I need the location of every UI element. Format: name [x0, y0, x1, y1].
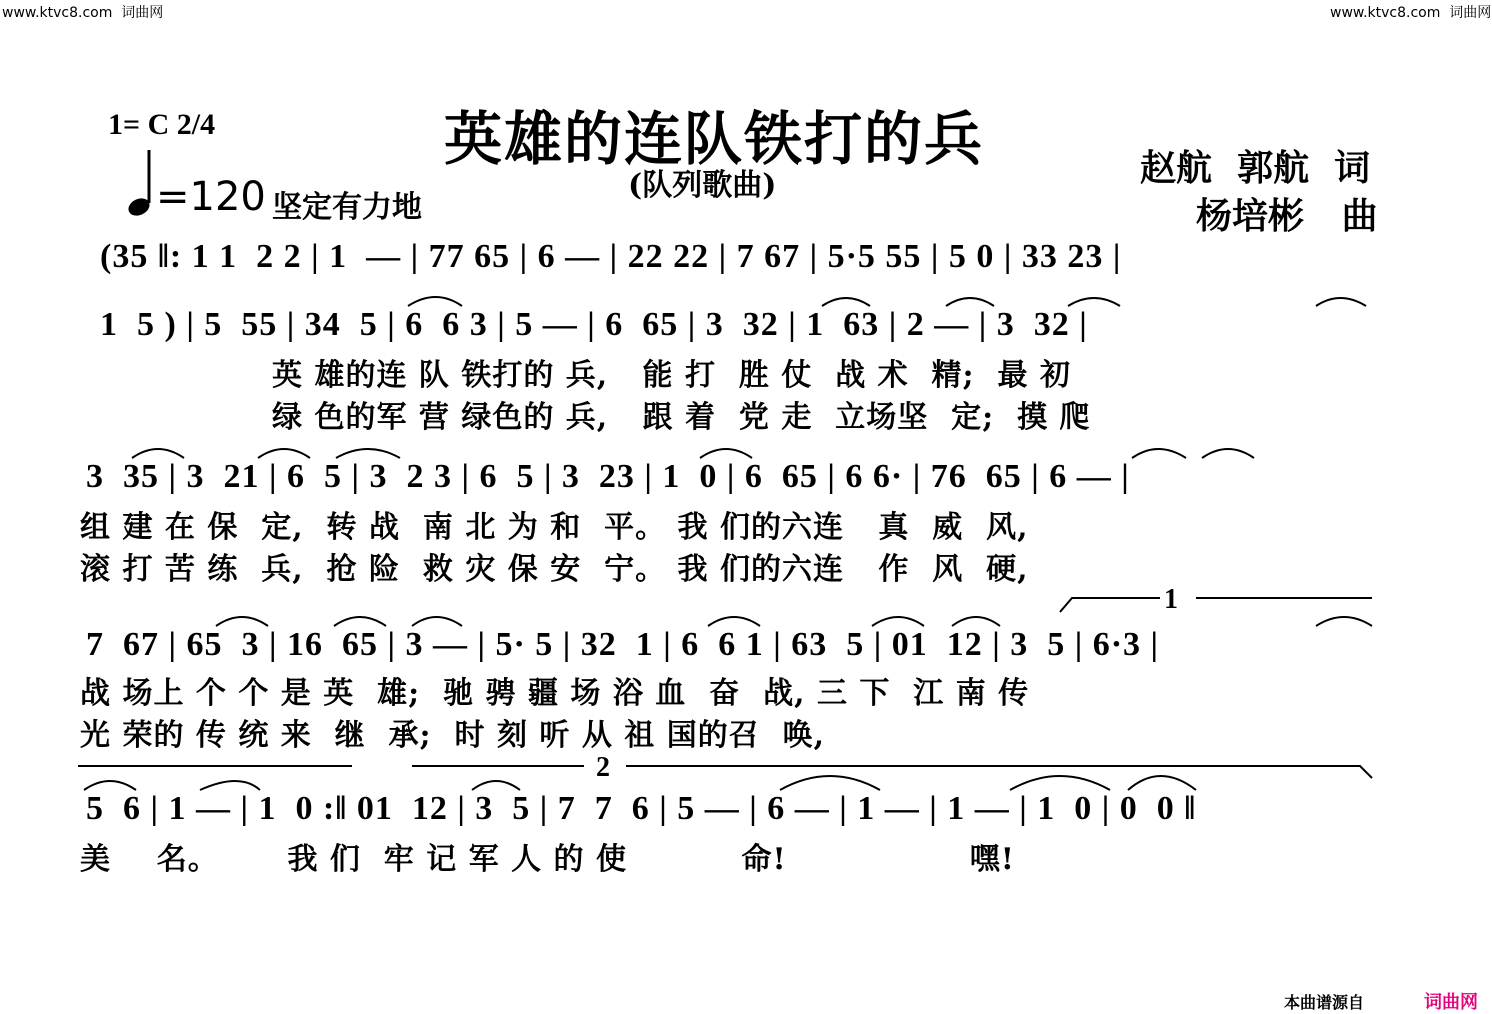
- lyricist-credit: 赵航 郭航 词: [1140, 147, 1371, 189]
- notation-line-1: (35 ‖: 1 1 2 2 | 1 — | 77 65 | 6 — | 22 22 | 7 67 | 5·5 55 | 5 0 | 33 23 |: [100, 238, 1122, 275]
- lyric-line-4b: 光 荣的 传 统 来 继 承; 时 刻 听 从 祖 国的召 唤,: [80, 718, 826, 753]
- key-signature: 1= C 2/4: [108, 108, 216, 141]
- lyric-line-5a: 美 名。 我 们 牢 记 军 人 的 使 命! 嘿!: [80, 842, 1015, 877]
- lyric-line-3a: 组 建 在 保 定, 转 战 南 北 为 和 平。 我 们的六连 真 威 风,: [80, 510, 1029, 545]
- notation-line-4: 7 67 | 65 3 | 16 65 | 3 — | 5· 5 | 32 1 | 6 6 1 | 63 5 | 01 12 | 3 5 | 6·3 |: [86, 626, 1160, 663]
- notation-line-3: 3 35 | 3 21 | 6 5 | 3 2 3 | 6 5 | 3 23 | 1 0 | 6 65 | 6 6· | 76 65 | 6 — |: [86, 458, 1130, 495]
- volta-ending-2: 2: [596, 752, 610, 783]
- lyric-line-3b: 滚 打 苦 练 兵, 抢 险 救 灾 保 安 宁。 我 们的六连 作 风 硬,: [80, 552, 1029, 587]
- footer-source: 本曲谱源自: [1284, 993, 1365, 1012]
- song-title: 英雄的连队铁打的兵: [444, 105, 985, 173]
- volta-ending-1: 1: [1164, 584, 1178, 615]
- tempo-text: 坚定有力地: [272, 190, 422, 225]
- song-subtitle: (队列歌曲): [628, 168, 777, 203]
- lyric-line-2b: 绿 色的军 营 绿色的 兵, 跟 着 党 走 立场坚 定; 摸 爬: [272, 400, 1091, 435]
- lyric-line-2a: 英 雄的连 队 铁打的 兵, 能 打 胜 仗 战 术 精; 最 初: [272, 358, 1071, 393]
- composer-credit: 杨培彬 曲: [1196, 195, 1378, 237]
- tempo-value: =120: [156, 174, 266, 220]
- watermark-left: www.ktvc8.com 词曲网: [2, 5, 164, 21]
- lyric-line-4a: 战 场上 个 个 是 英 雄; 驰 骋 疆 场 浴 血 奋 战, 三 下 江 南 传: [80, 676, 1030, 711]
- footer-site-logo: 词曲网: [1424, 992, 1478, 1013]
- notation-line-5: 5 6 | 1 — | 1 0 :‖ 01 12 | 3 5 | 7 7 6 | 5 — | 6 — | 1 — | 1 — | 1 0 | 0 0 ‖: [86, 790, 1197, 827]
- notation-line-2: 1 5 ) | 5 55 | 34 5 | 6 6 3 | 5 — | 6 65 | 3 32 | 1 63 | 2 — | 3 32 |: [100, 306, 1088, 343]
- watermark-right: www.ktvc8.com 词曲网: [1330, 5, 1492, 21]
